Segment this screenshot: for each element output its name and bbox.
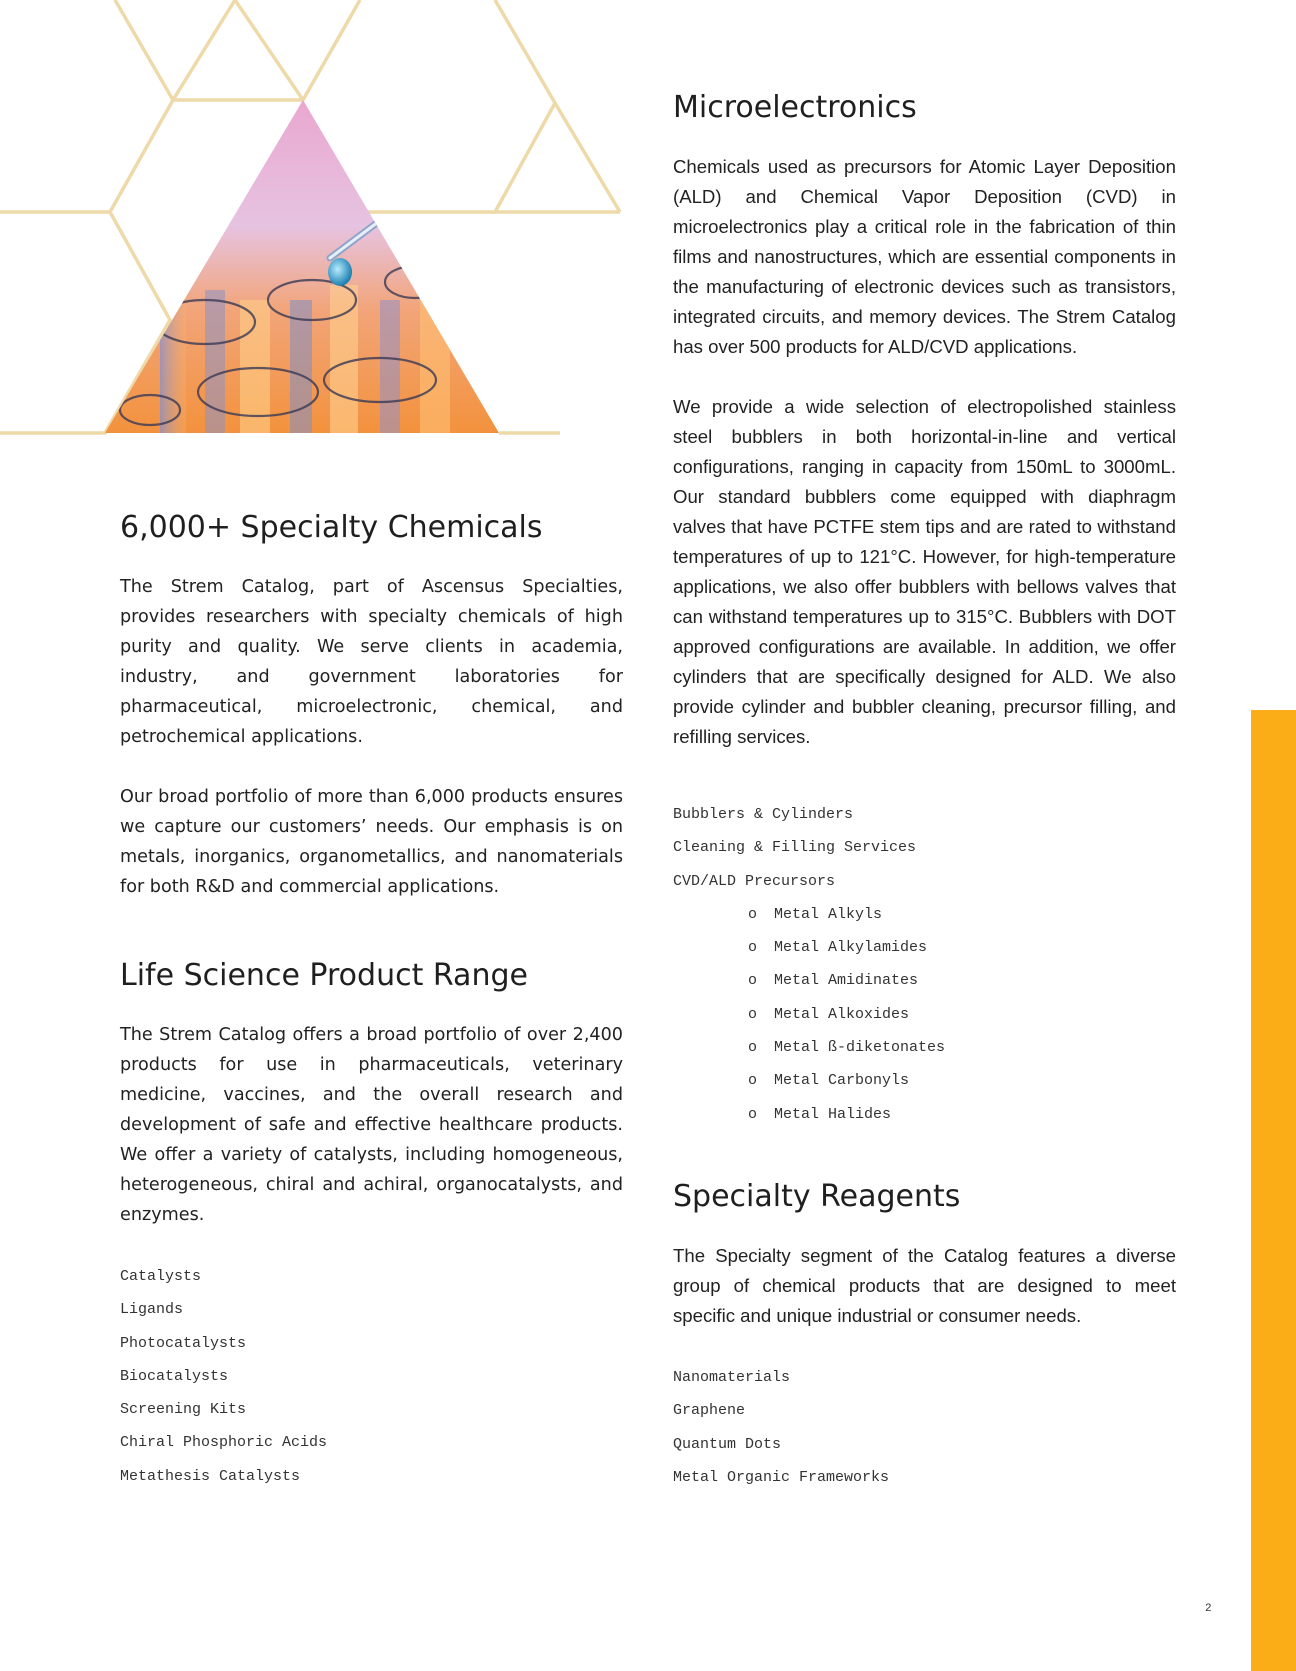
sub-list-item-label: Metal Alkyls — [774, 905, 883, 923]
microelectronics-paragraph-2: We provide a wide selection of electropolished stainless steel bubblers in both horizontal-in-line and vertical configurations, ranging in capacity from 150mL to 3000mL. Our standard bubblers come equipped with diaphragm valves that have PCTFE stem tips and are rated to withstand temperatures of up to 121°C. However, for high-temperature applications, we also offer bubblers with bellows valves that can withstand temperatures up to 315°C. Bubblers with DOT approved configurations are available. In addition, we offer cylinders that are specifically designed for ALD. We also provide cylinder and bubbler cleaning, precursor filling, and refilling services. — [673, 396, 1176, 747]
specialty-reagents-heading: Specialty Reagents — [673, 1178, 961, 1214]
microelectronics-heading: Microelectronics — [673, 90, 917, 125]
sub-list-item — [673, 1064, 1176, 1097]
list-item: Screening Kits — [120, 1401, 247, 1419]
list-item: Cleaning & Filling Services — [673, 839, 917, 857]
specialty-chemicals-paragraph-1: The Strem Catalog, part of Ascensus Specialties, provides researchers with specialty chemicals of high purity and quality. We serve clients in academia, industry, and government laboratories for pharmaceutical, microelectronic, chemical, and petrochemical applications. — [120, 577, 623, 747]
list-item: Chiral Phosphoric Acids — [120, 1434, 328, 1452]
sub-list-item-label: Metal Halides — [774, 1105, 892, 1123]
life-science-product-list — [120, 1260, 623, 1493]
bullet-icon: o — [748, 905, 758, 923]
life-science-heading: Life Science Product Range — [120, 958, 528, 993]
list-item: Bubblers & Cylinders — [673, 806, 854, 823]
hero-graphic — [0, 0, 640, 440]
sub-list-item-label: Metal Amidinates — [774, 972, 919, 990]
sub-list-item — [673, 898, 1176, 931]
right-column — [673, 88, 1176, 1494]
list-item: Nanomaterials — [673, 1368, 791, 1386]
list-item: Metal Organic Frameworks — [673, 1468, 890, 1486]
test-tubes-pipette-image-icon — [100, 95, 510, 440]
left-column — [120, 508, 623, 1493]
sub-list-item-label: Metal Alkoxides — [774, 1005, 910, 1023]
sub-list-item-label: Metal ß-diketonates — [774, 1039, 946, 1057]
accent-sidebar-bar — [1251, 710, 1296, 1671]
list-item: Catalysts — [120, 1268, 202, 1285]
page-number: 2 — [1205, 1603, 1212, 1615]
list-item: Metathesis Catalysts — [120, 1467, 301, 1485]
bullet-icon: o — [748, 1105, 758, 1123]
bullet-icon: o — [748, 1005, 758, 1023]
life-science-paragraph: The Strem Catalog offers a broad portfolio of over 2,400 products for use in pharmaceuticals, veterinary medicine, vaccines, and the overall research and development of safe and effective healthcare products. We offer a variety of catalysts, including homogeneous, heterogeneous, chiral and achiral, organocatalysts, and enzymes. — [120, 1025, 623, 1225]
sub-list-item — [673, 998, 1176, 1031]
list-item: CVD/ALD Precursors — [673, 872, 836, 890]
bullet-icon: o — [748, 1072, 758, 1090]
specialty-reagents-paragraph: The Specialty segment of the Catalog features a diverse group of chemical products that are designed to meet specific and unique industrial or consumer needs. — [673, 1244, 1176, 1326]
list-item: Photocatalysts — [120, 1334, 247, 1352]
list-item: Ligands — [120, 1301, 184, 1319]
bullet-icon: o — [748, 972, 758, 990]
sub-list-item — [673, 931, 1176, 964]
microelectronics-paragraph-1: Chemicals used as precursors for Atomic Layer Deposition (ALD) and Chemical Vapor Deposition (CVD) in microelectronics play a critical role in the fabrication of thin films and nanostructures, which are essential components in the manufacturing of electronic devices such as transistors, integrated circuits, and memory devices. The Strem Catalog has over 500 products for ALD/CVD applications. — [673, 156, 1176, 357]
sub-list-item — [673, 1031, 1176, 1064]
list-item: Graphene — [673, 1402, 746, 1420]
list-item: Quantum Dots — [673, 1435, 782, 1453]
sub-list-item — [673, 964, 1176, 997]
sub-list-item-label: Metal Carbonyls — [774, 1072, 910, 1090]
specialty-chemicals-heading: 6,000+ Specialty Chemicals — [120, 510, 543, 545]
sub-list-item-label: Metal Alkylamides — [774, 939, 928, 957]
specialty-reagents-list — [673, 1361, 1176, 1494]
specialty-chemicals-paragraph-2: Our broad portfolio of more than 6,000 products ensures we capture our customers’ needs. Our emphasis is on metals, inorganics, organometallics, and nanomaterials for both R&D and commercial applications. — [120, 787, 623, 897]
bullet-icon: o — [748, 939, 758, 957]
sub-list-item — [673, 1098, 1176, 1131]
microelectronics-product-list — [673, 798, 1176, 1131]
list-item: Biocatalysts — [120, 1367, 229, 1385]
bullet-icon: o — [748, 1039, 758, 1057]
